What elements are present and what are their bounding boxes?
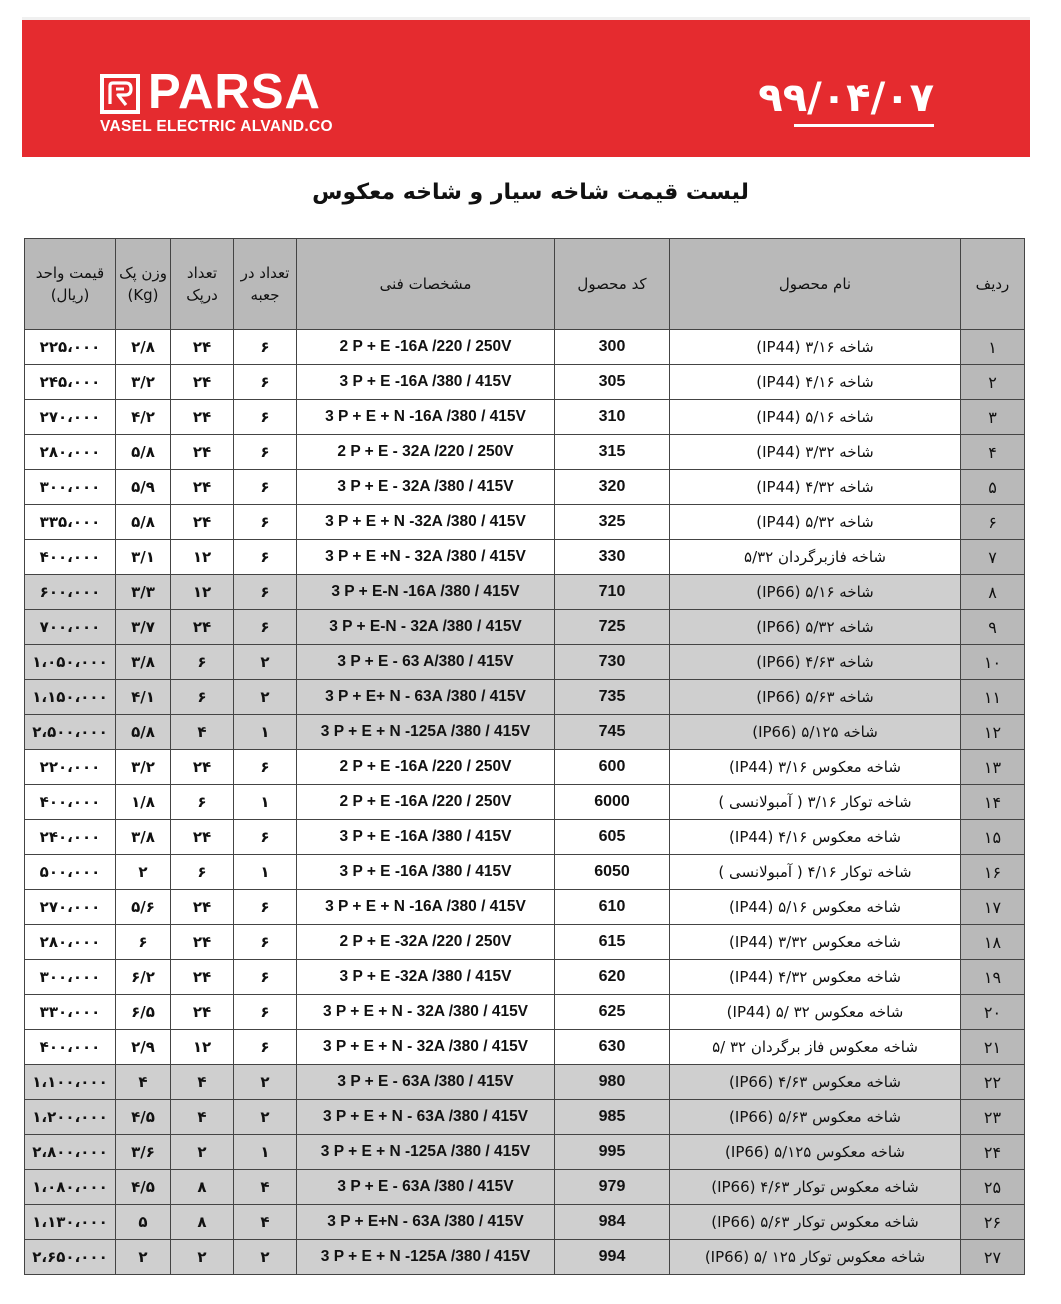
cell-qty-per-box: ۶ [234,330,297,365]
cell-product-name: شاخه ۵/۳۲ (IP66) [670,610,961,645]
cell-pack-weight: ۱/۸ [116,785,171,820]
cell-qty-per-pack: ۱۲ [171,575,234,610]
cell-qty-per-pack: ۴ [171,1065,234,1100]
cell-unit-price: ۴۰۰،۰۰۰ [25,540,116,575]
cell-product-name: شاخه ۵/۶۳ (IP66) [670,680,961,715]
cell-product-name: شاخه توکار ۴/۱۶ ( آمبولانسی ) [670,855,961,890]
cell-product-code: 300 [555,330,670,365]
cell-product-code: 605 [555,820,670,855]
header-unit-price: قیمت واحد (ریال) [25,239,116,330]
cell-qty-per-box: ۶ [234,890,297,925]
cell-technical-spec: 3 P + E + N - 63A /380 / 415V [297,1100,555,1135]
header-pack-weight: وزن پک (Kg) [116,239,171,330]
cell-unit-price: ۱،۱۳۰،۰۰۰ [25,1205,116,1240]
table-row [25,820,1025,855]
cell-qty-per-box: ۶ [234,540,297,575]
cell-row-number: ۱۲ [961,715,1025,750]
cell-qty-per-pack: ۱۲ [171,1030,234,1065]
cell-technical-spec: 3 P + E - 32A /380 / 415V [297,470,555,505]
cell-unit-price: ۱،۱۰۰،۰۰۰ [25,1065,116,1100]
cell-unit-price: ۲۴۵،۰۰۰ [25,365,116,400]
table-row [25,610,1025,645]
cell-product-name: شاخه معکوس ۳/۳۲ (IP44) [670,925,961,960]
cell-technical-spec: 2 P + E - 32A /220 / 250V [297,435,555,470]
cell-row-number: ۵ [961,470,1025,505]
cell-row-number: ۲۷ [961,1240,1025,1275]
cell-product-code: 600 [555,750,670,785]
cell-qty-per-box: ۶ [234,575,297,610]
cell-qty-per-pack: ۲۴ [171,925,234,960]
cell-pack-weight: ۵/۸ [116,435,171,470]
cell-unit-price: ۴۰۰،۰۰۰ [25,1030,116,1065]
cell-unit-price: ۲۲۵،۰۰۰ [25,330,116,365]
company-name: VASEL ELECTRIC ALVAND.CO [100,118,333,135]
cell-unit-price: ۳۰۰،۰۰۰ [25,960,116,995]
header-qty-per-pack: تعداد درپک [171,239,234,330]
parsa-logo-icon [100,74,140,114]
cell-product-code: 745 [555,715,670,750]
cell-technical-spec: 3 P + E + N -125A /380 / 415V [297,1135,555,1170]
table-row [25,1030,1025,1065]
cell-product-code: 725 [555,610,670,645]
cell-unit-price: ۶۰۰،۰۰۰ [25,575,116,610]
cell-pack-weight: ۶/۵ [116,995,171,1030]
cell-technical-spec: 3 P + E+N - 63A /380 / 415V [297,1205,555,1240]
cell-row-number: ۱۷ [961,890,1025,925]
cell-row-number: ۲۴ [961,1135,1025,1170]
cell-qty-per-pack: ۲۴ [171,995,234,1030]
cell-product-name: شاخه معکوس توکار ۴/۶۳ (IP66) [670,1170,961,1205]
cell-row-number: ۱۹ [961,960,1025,995]
cell-row-number: ۱۸ [961,925,1025,960]
cell-product-name: شاخه ۵/۳۲ (IP44) [670,505,961,540]
cell-technical-spec: 3 P + E + N -16A /380 / 415V [297,400,555,435]
table-row [25,680,1025,715]
table-row [25,1065,1025,1100]
cell-qty-per-box: ۲ [234,1240,297,1275]
cell-product-name: شاخه ۵/۱۶ (IP44) [670,400,961,435]
cell-unit-price: ۱،۰۵۰،۰۰۰ [25,645,116,680]
cell-qty-per-box: ۲ [234,1100,297,1135]
cell-row-number: ۱۴ [961,785,1025,820]
cell-row-number: ۲۶ [961,1205,1025,1240]
cell-technical-spec: 3 P + E + N - 32A /380 / 415V [297,995,555,1030]
cell-technical-spec: 3 P + E + N - 32A /380 / 415V [297,1030,555,1065]
cell-qty-per-pack: ۸ [171,1205,234,1240]
cell-product-name: شاخه ۴/۱۶ (IP44) [670,365,961,400]
cell-product-name: شاخه معکوس ۴/۶۳ (IP66) [670,1065,961,1100]
cell-qty-per-pack: ۸ [171,1170,234,1205]
cell-unit-price: ۲۸۰،۰۰۰ [25,435,116,470]
cell-unit-price: ۵۰۰،۰۰۰ [25,855,116,890]
cell-pack-weight: ۳/۷ [116,610,171,645]
cell-qty-per-box: ۲ [234,680,297,715]
header-banner [22,17,1030,157]
cell-product-name: شاخه معکوس ۳۲ /۵ (IP44) [670,995,961,1030]
cell-qty-per-box: ۶ [234,610,297,645]
table-row [25,400,1025,435]
cell-product-name: شاخه ۳/۱۶ (IP44) [670,330,961,365]
cell-product-code: 620 [555,960,670,995]
header-product-code: کد محصول [555,239,670,330]
page-title: لیست قیمت شاخه سیار و شاخه معکوس [312,180,749,205]
cell-product-name: شاخه فازبرگردان ۵/۳۲ [670,540,961,575]
cell-unit-price: ۴۰۰،۰۰۰ [25,785,116,820]
cell-technical-spec: 3 P + E + N -16A /380 / 415V [297,890,555,925]
cell-qty-per-box: ۶ [234,470,297,505]
cell-technical-spec: 3 P + E + N -125A /380 / 415V [297,715,555,750]
cell-technical-spec: 3 P + E -32A /380 / 415V [297,960,555,995]
cell-product-name: شاخه معکوس ۴/۳۲ (IP44) [670,960,961,995]
cell-unit-price: ۲،۶۵۰،۰۰۰ [25,1240,116,1275]
table-row [25,505,1025,540]
cell-pack-weight: ۲ [116,855,171,890]
cell-pack-weight: ۴ [116,1065,171,1100]
cell-product-name: شاخه معکوس ۵/۱۶ (IP44) [670,890,961,925]
cell-pack-weight: ۳/۸ [116,645,171,680]
cell-product-code: 980 [555,1065,670,1100]
cell-row-number: ۲۳ [961,1100,1025,1135]
cell-product-name: شاخه ۵/۱۶ (IP66) [670,575,961,610]
cell-product-code: 979 [555,1170,670,1205]
cell-technical-spec: 3 P + E-N -16A /380 / 415V [297,575,555,610]
cell-pack-weight: ۳/۱ [116,540,171,575]
cell-qty-per-pack: ۶ [171,855,234,890]
cell-product-name: شاخه ۵/۱۲۵ (IP66) [670,715,961,750]
cell-product-name: شاخه معکوس ۳/۱۶ (IP44) [670,750,961,785]
cell-product-code: 330 [555,540,670,575]
cell-row-number: ۱۵ [961,820,1025,855]
cell-qty-per-pack: ۲ [171,1135,234,1170]
cell-technical-spec: 3 P + E +N - 32A /380 / 415V [297,540,555,575]
table-row [25,470,1025,505]
cell-qty-per-pack: ۲۴ [171,890,234,925]
cell-row-number: ۱۶ [961,855,1025,890]
cell-product-code: 310 [555,400,670,435]
cell-product-name: شاخه معکوس فاز برگردان ۳۲ /۵ [670,1030,961,1065]
cell-pack-weight: ۲/۸ [116,330,171,365]
cell-technical-spec: 3 P + E + N -32A /380 / 415V [297,505,555,540]
cell-qty-per-pack: ۲۴ [171,505,234,540]
cell-technical-spec: 3 P + E -16A /380 / 415V [297,365,555,400]
cell-row-number: ۲۵ [961,1170,1025,1205]
cell-unit-price: ۲۷۰،۰۰۰ [25,400,116,435]
cell-pack-weight: ۳/۲ [116,365,171,400]
cell-unit-price: ۱،۲۰۰،۰۰۰ [25,1100,116,1135]
cell-qty-per-pack: ۲۴ [171,400,234,435]
cell-unit-price: ۲،۸۰۰،۰۰۰ [25,1135,116,1170]
table-row [25,1135,1025,1170]
cell-technical-spec: 2 P + E -16A /220 / 250V [297,785,555,820]
table-row [25,330,1025,365]
cell-row-number: ۱ [961,330,1025,365]
cell-qty-per-box: ۱ [234,715,297,750]
cell-qty-per-pack: ۶ [171,645,234,680]
cell-row-number: ۱۰ [961,645,1025,680]
cell-unit-price: ۲۴۰،۰۰۰ [25,820,116,855]
cell-product-code: 325 [555,505,670,540]
cell-row-number: ۸ [961,575,1025,610]
cell-pack-weight: ۶/۲ [116,960,171,995]
cell-qty-per-pack: ۶ [171,680,234,715]
cell-product-code: 985 [555,1100,670,1135]
header-technical-spec: مشخصات فنی [297,239,555,330]
cell-row-number: ۷ [961,540,1025,575]
cell-row-number: ۲ [961,365,1025,400]
header-qty-per-box: تعداد در جعبه [234,239,297,330]
cell-qty-per-box: ۱ [234,855,297,890]
cell-product-code: 984 [555,1205,670,1240]
cell-technical-spec: 2 P + E -16A /220 / 250V [297,330,555,365]
cell-qty-per-box: ۶ [234,400,297,435]
cell-pack-weight: ۳/۳ [116,575,171,610]
cell-pack-weight: ۳/۶ [116,1135,171,1170]
cell-unit-price: ۲،۵۰۰،۰۰۰ [25,715,116,750]
cell-product-name: شاخه معکوس ۵/۱۲۵ (IP66) [670,1135,961,1170]
price-table [24,238,1025,1275]
cell-qty-per-box: ۶ [234,750,297,785]
cell-product-name: شاخه معکوس ۴/۱۶ (IP44) [670,820,961,855]
table-row [25,575,1025,610]
brand-logo [100,65,340,150]
cell-unit-price: ۲۸۰،۰۰۰ [25,925,116,960]
price-list-date: ۹۹/۰۴/۰۷ [794,72,934,127]
header-product-name: نام محصول [670,239,961,330]
cell-technical-spec: 3 P + E - 63A /380 / 415V [297,1065,555,1100]
cell-row-number: ۲۱ [961,1030,1025,1065]
cell-technical-spec: 3 P + E -16A /380 / 415V [297,855,555,890]
cell-pack-weight: ۶ [116,925,171,960]
cell-product-code: 995 [555,1135,670,1170]
cell-product-code: 630 [555,1030,670,1065]
table-header-row [25,239,1025,330]
cell-product-code: 994 [555,1240,670,1275]
cell-unit-price: ۱،۰۸۰،۰۰۰ [25,1170,116,1205]
cell-qty-per-pack: ۲۴ [171,470,234,505]
cell-pack-weight: ۲/۹ [116,1030,171,1065]
brand-name: PARSA [148,65,321,119]
cell-unit-price: ۲۲۰،۰۰۰ [25,750,116,785]
cell-product-code: 6000 [555,785,670,820]
cell-product-code: 6050 [555,855,670,890]
cell-product-code: 610 [555,890,670,925]
cell-unit-price: ۳۳۵،۰۰۰ [25,505,116,540]
table-row [25,540,1025,575]
table-row [25,435,1025,470]
cell-pack-weight: ۴/۵ [116,1100,171,1135]
cell-pack-weight: ۵/۹ [116,470,171,505]
table-row [25,1170,1025,1205]
table-row [25,1100,1025,1135]
cell-pack-weight: ۴/۱ [116,680,171,715]
table-row [25,960,1025,995]
cell-qty-per-box: ۶ [234,820,297,855]
cell-qty-per-box: ۲ [234,645,297,680]
cell-row-number: ۱۱ [961,680,1025,715]
cell-product-name: شاخه معکوس توکار ۵/۶۳ (IP66) [670,1205,961,1240]
cell-product-name: شاخه توکار ۳/۱۶ ( آمبولانسی ) [670,785,961,820]
cell-pack-weight: ۳/۲ [116,750,171,785]
cell-pack-weight: ۳/۸ [116,820,171,855]
cell-pack-weight: ۵/۸ [116,505,171,540]
table-row [25,855,1025,890]
cell-unit-price: ۳۳۰،۰۰۰ [25,995,116,1030]
cell-pack-weight: ۵/۸ [116,715,171,750]
cell-qty-per-box: ۴ [234,1170,297,1205]
cell-product-code: 320 [555,470,670,505]
cell-product-name: شاخه معکوس ۵/۶۳ (IP66) [670,1100,961,1135]
cell-qty-per-box: ۴ [234,1205,297,1240]
cell-qty-per-box: ۶ [234,925,297,960]
cell-qty-per-pack: ۲۴ [171,330,234,365]
cell-qty-per-pack: ۲۴ [171,750,234,785]
table-row [25,995,1025,1030]
cell-qty-per-pack: ۶ [171,785,234,820]
cell-qty-per-box: ۶ [234,1030,297,1065]
cell-row-number: ۹ [961,610,1025,645]
cell-product-code: 315 [555,435,670,470]
table-row [25,785,1025,820]
table-row [25,645,1025,680]
cell-qty-per-box: ۶ [234,995,297,1030]
cell-qty-per-pack: ۲۴ [171,435,234,470]
cell-technical-spec: 2 P + E -16A /220 / 250V [297,750,555,785]
cell-qty-per-box: ۲ [234,1065,297,1100]
cell-unit-price: ۱،۱۵۰،۰۰۰ [25,680,116,715]
table-row [25,365,1025,400]
cell-qty-per-box: ۶ [234,505,297,540]
cell-technical-spec: 3 P + E -16A /380 / 415V [297,820,555,855]
cell-row-number: ۱۳ [961,750,1025,785]
cell-technical-spec: 3 P + E - 63 A/380 / 415V [297,645,555,680]
cell-product-name: شاخه ۴/۳۲ (IP44) [670,470,961,505]
cell-product-code: 625 [555,995,670,1030]
cell-row-number: ۴ [961,435,1025,470]
cell-technical-spec: 3 P + E - 63A /380 / 415V [297,1170,555,1205]
cell-pack-weight: ۴/۵ [116,1170,171,1205]
cell-technical-spec: 3 P + E+ N - 63A /380 / 415V [297,680,555,715]
cell-qty-per-pack: ۴ [171,715,234,750]
cell-unit-price: ۷۰۰،۰۰۰ [25,610,116,645]
cell-qty-per-box: ۶ [234,365,297,400]
cell-row-number: ۲۲ [961,1065,1025,1100]
cell-product-code: 730 [555,645,670,680]
table-row [25,890,1025,925]
cell-qty-per-pack: ۴ [171,1100,234,1135]
cell-qty-per-box: ۱ [234,1135,297,1170]
cell-pack-weight: ۵/۶ [116,890,171,925]
cell-qty-per-pack: ۲۴ [171,610,234,645]
cell-product-code: 615 [555,925,670,960]
cell-qty-per-box: ۱ [234,785,297,820]
cell-row-number: ۳ [961,400,1025,435]
cell-product-name: شاخه ۳/۳۲ (IP44) [670,435,961,470]
cell-qty-per-pack: ۲۴ [171,820,234,855]
cell-row-number: ۲۰ [961,995,1025,1030]
table-row [25,715,1025,750]
table-row [25,1240,1025,1275]
cell-pack-weight: ۵ [116,1205,171,1240]
cell-product-code: 735 [555,680,670,715]
cell-qty-per-pack: ۱۲ [171,540,234,575]
cell-technical-spec: 2 P + E -32A /220 / 250V [297,925,555,960]
cell-pack-weight: ۲ [116,1240,171,1275]
cell-qty-per-pack: ۲۴ [171,365,234,400]
cell-qty-per-box: ۶ [234,960,297,995]
cell-qty-per-pack: ۲ [171,1240,234,1275]
table-row [25,750,1025,785]
cell-product-name: شاخه معکوس توکار ۱۲۵ /۵ (IP66) [670,1240,961,1275]
cell-unit-price: ۳۰۰،۰۰۰ [25,470,116,505]
cell-product-code: 305 [555,365,670,400]
cell-qty-per-pack: ۲۴ [171,960,234,995]
cell-product-code: 710 [555,575,670,610]
cell-unit-price: ۲۷۰،۰۰۰ [25,890,116,925]
cell-qty-per-box: ۶ [234,435,297,470]
cell-product-name: شاخه ۴/۶۳ (IP66) [670,645,961,680]
cell-row-number: ۶ [961,505,1025,540]
cell-pack-weight: ۴/۲ [116,400,171,435]
cell-technical-spec: 3 P + E + N -125A /380 / 415V [297,1240,555,1275]
table-row [25,925,1025,960]
header-row-number: ردیف [961,239,1025,330]
cell-technical-spec: 3 P + E-N - 32A /380 / 415V [297,610,555,645]
table-row [25,1205,1025,1240]
